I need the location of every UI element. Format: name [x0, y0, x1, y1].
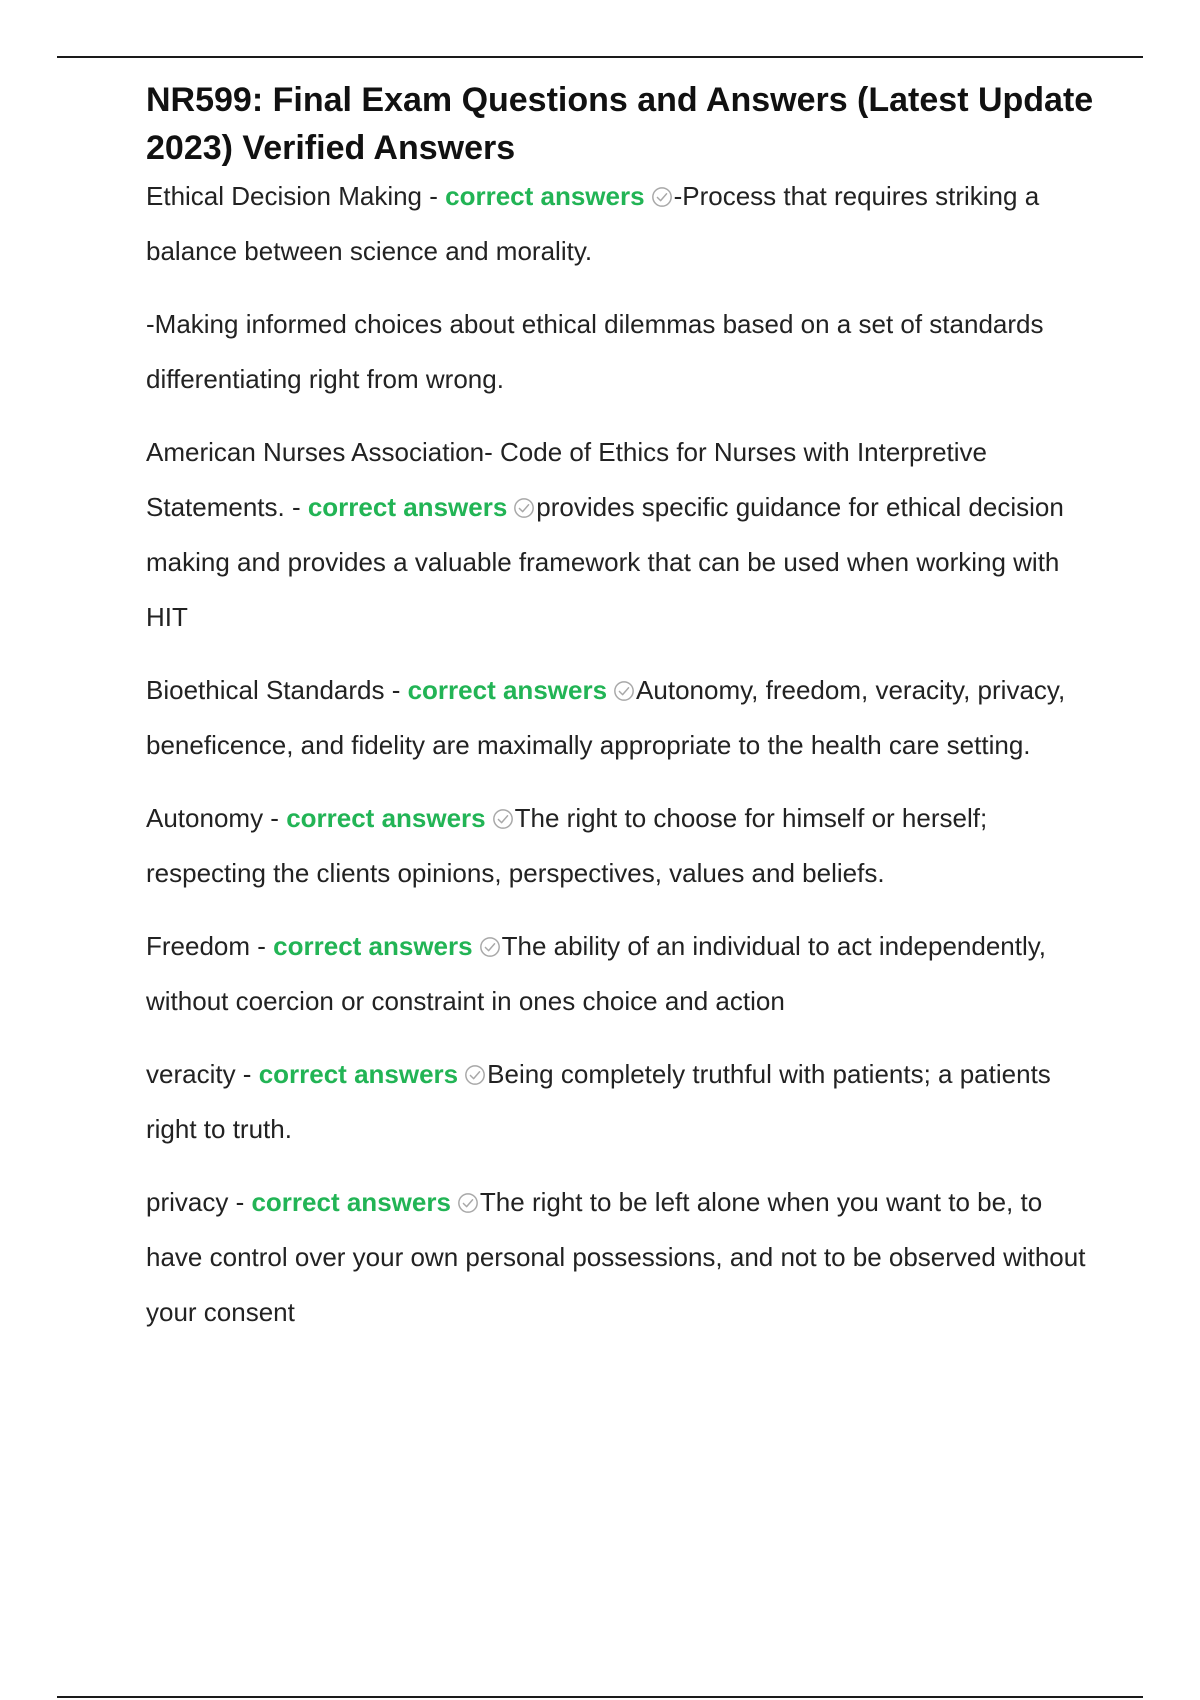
check-circle-icon — [513, 497, 535, 519]
entry-paragraph — [146, 919, 1096, 1029]
document-title: NR599: Final Exam Questions and Answers (Latest Update 2023) Verified Answers — [146, 81, 1094, 167]
entry-paragraph — [146, 663, 1096, 773]
check-circle-icon — [457, 1192, 479, 1214]
term-separator: - — [422, 181, 446, 211]
entry-continuation: -Making informed choices about ethical dilemmas based on a set of standards differentiating right from wrong. — [146, 309, 1044, 394]
entry-definition: Autonomy, freedom, veracity, privacy, beneficence, and fidelity are maximally appropriate to the health care setting. — [146, 675, 1066, 760]
correct-answers-label: correct answers — [407, 675, 608, 705]
entry-term: Ethical Decision Making — [146, 181, 423, 211]
term-separator: - — [250, 931, 274, 961]
entry-term: American Nurses Association- Code of Ethics for Nurses with Interpretive Statements. — [146, 437, 988, 522]
entry-definition: -Process that requires striking a balance between science and morality. — [146, 181, 1040, 266]
entry-definition: provides specific guidance for ethical decision making and provides a valuable framework that can be used when working with HIT — [146, 492, 1064, 632]
entry-paragraph — [146, 425, 1096, 645]
term-separator: - — [228, 1187, 252, 1217]
bottom-rule — [57, 1696, 1143, 1698]
document-body — [146, 76, 1096, 1358]
correct-answers-label: correct answers — [445, 181, 645, 211]
entry-definition: Being completely truthful with patients; a patients right to truth. — [146, 1059, 1051, 1144]
correct-answers-label: correct answers — [273, 931, 473, 961]
top-rule — [57, 56, 1143, 58]
entry-term: Autonomy — [146, 803, 264, 833]
entry-paragraph — [146, 169, 1096, 279]
entry-term: Bioethical Standards — [146, 675, 385, 705]
check-circle-icon — [479, 936, 501, 958]
entry-definition: The ability of an individual to act independently, without coercion or constraint in ones choice and action — [146, 931, 1047, 1016]
correct-answers-label: correct answers — [258, 1059, 459, 1089]
entry-paragraph — [146, 297, 1096, 407]
entry-definition: The right to be left alone when you want to be, to have control over your own personal possessions, and not to be observed without your consent — [146, 1187, 1086, 1327]
check-circle-icon — [651, 186, 673, 208]
entry-definition: The right to choose for himself or herself; respecting the clients opinions, perspectives, values and beliefs. — [146, 803, 988, 888]
entry-term: privacy — [146, 1187, 229, 1217]
correct-answers-label: correct answers — [307, 492, 508, 522]
term-separator: - — [284, 492, 308, 522]
correct-answers-label: correct answers — [251, 1187, 451, 1217]
term-separator: - — [263, 803, 287, 833]
check-circle-icon — [613, 680, 635, 702]
term-separator: - — [235, 1059, 259, 1089]
term-separator: - — [384, 675, 408, 705]
check-circle-icon — [492, 808, 514, 830]
entry-paragraph — [146, 1175, 1096, 1340]
correct-answers-label: correct answers — [286, 803, 486, 833]
entry-paragraph — [146, 1047, 1096, 1157]
entry-list — [146, 169, 1096, 1340]
entry-term: Freedom — [146, 931, 251, 961]
entry-term: veracity — [146, 1059, 236, 1089]
check-circle-icon — [464, 1064, 486, 1086]
entry-paragraph — [146, 791, 1096, 901]
